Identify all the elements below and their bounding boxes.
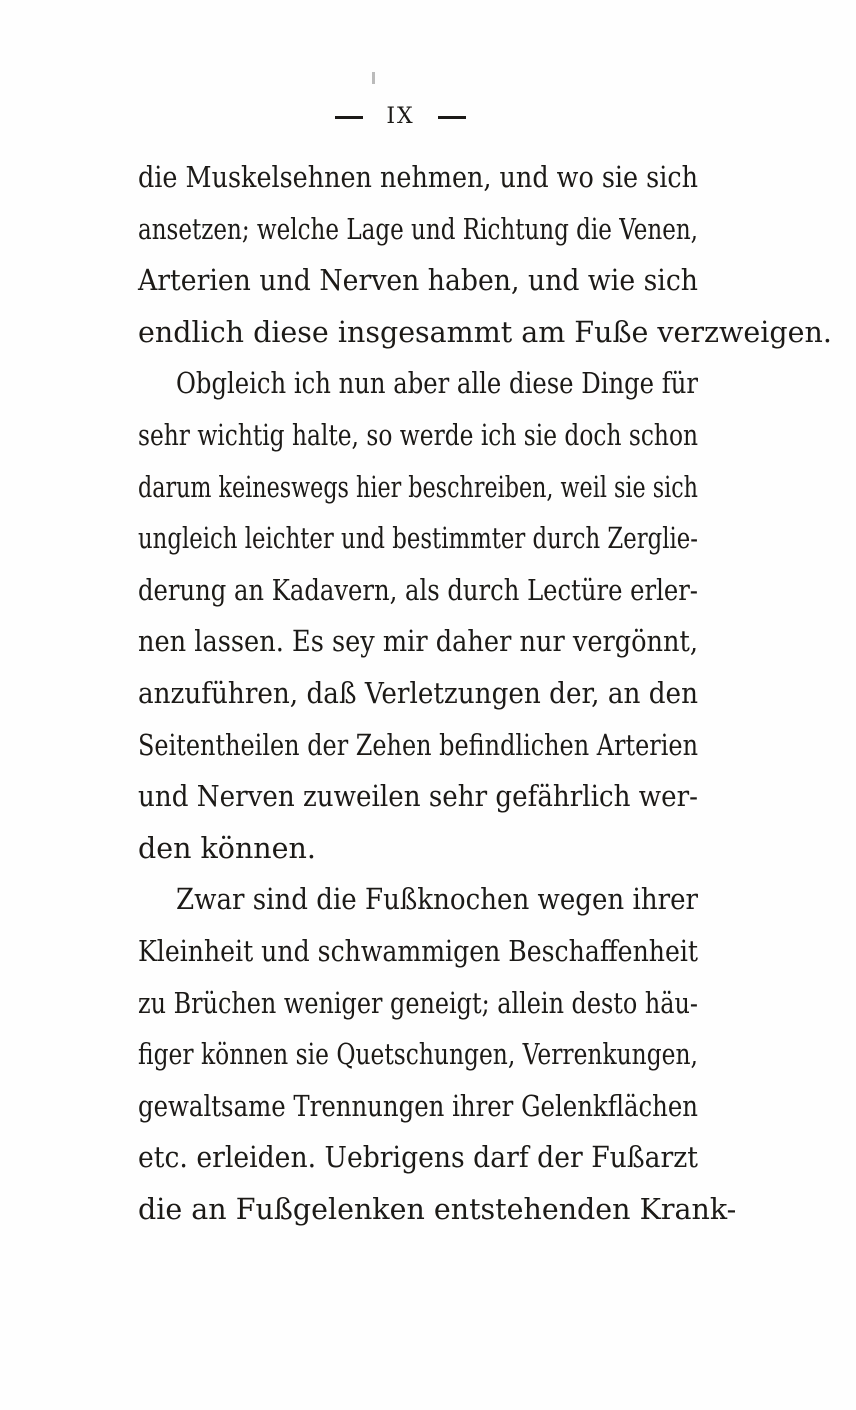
text-line: darum keineswegs hier beschreiben, weil sie sich — [138, 470, 698, 504]
text-line: Zwar sind die Fußknochen wegen ihrer — [176, 883, 698, 917]
page-header — [0, 104, 801, 129]
text-line: nen lassen. Es sey mir daher nur vergönnt, — [138, 625, 698, 659]
text-line: die an Fußgelenken entstehenden Krank- — [138, 1192, 737, 1226]
text-line: Arterien und Nerven haben, und wie sich — [138, 264, 698, 298]
text-line: Obgleich ich nun aber alle diese Dinge für — [176, 367, 698, 401]
text-line: zu Brüchen weniger geneigt; allein desto häu- — [138, 986, 698, 1020]
text-line: anzuführen, daß Verletzungen der, an den — [138, 676, 698, 710]
text-line: derung an Kadavern, als durch Lectüre erler- — [138, 573, 698, 607]
text-line: und Nerven zuweilen sehr gefährlich wer- — [138, 780, 698, 814]
header-dash-right — [438, 116, 466, 119]
text-line: gewaltsame Trennungen ihrer Gelenkflächen — [138, 1089, 698, 1123]
page-number: IX — [386, 104, 415, 129]
header-dash-left — [335, 116, 363, 119]
text-line: Seitentheilen der Zehen befindlichen Arterien — [138, 728, 698, 762]
text-line: figer können sie Quetschungen, Verrenkungen, — [138, 1038, 698, 1072]
text-line: den können. — [138, 831, 316, 865]
text-line: die Muskelsehnen nehmen, und wo sie sich — [138, 161, 698, 194]
text-line: sehr wichtig halte, so werde ich sie doch schon — [138, 418, 698, 452]
text-line: ansetzen; welche Lage und Richtung die Venen, — [138, 212, 698, 246]
text-line: Kleinheit und schwammigen Beschaffenheit — [138, 934, 698, 968]
text-line: etc. erleiden. Uebrigens darf der Fußarzt — [138, 1141, 698, 1175]
body-text — [138, 152, 832, 1235]
text-line: endlich diese insgesammt am Fuße verzweigen. — [138, 315, 832, 349]
paper-speck — [372, 72, 375, 84]
text-line: ungleich leichter und bestimmter durch Zerglie- — [138, 522, 698, 556]
